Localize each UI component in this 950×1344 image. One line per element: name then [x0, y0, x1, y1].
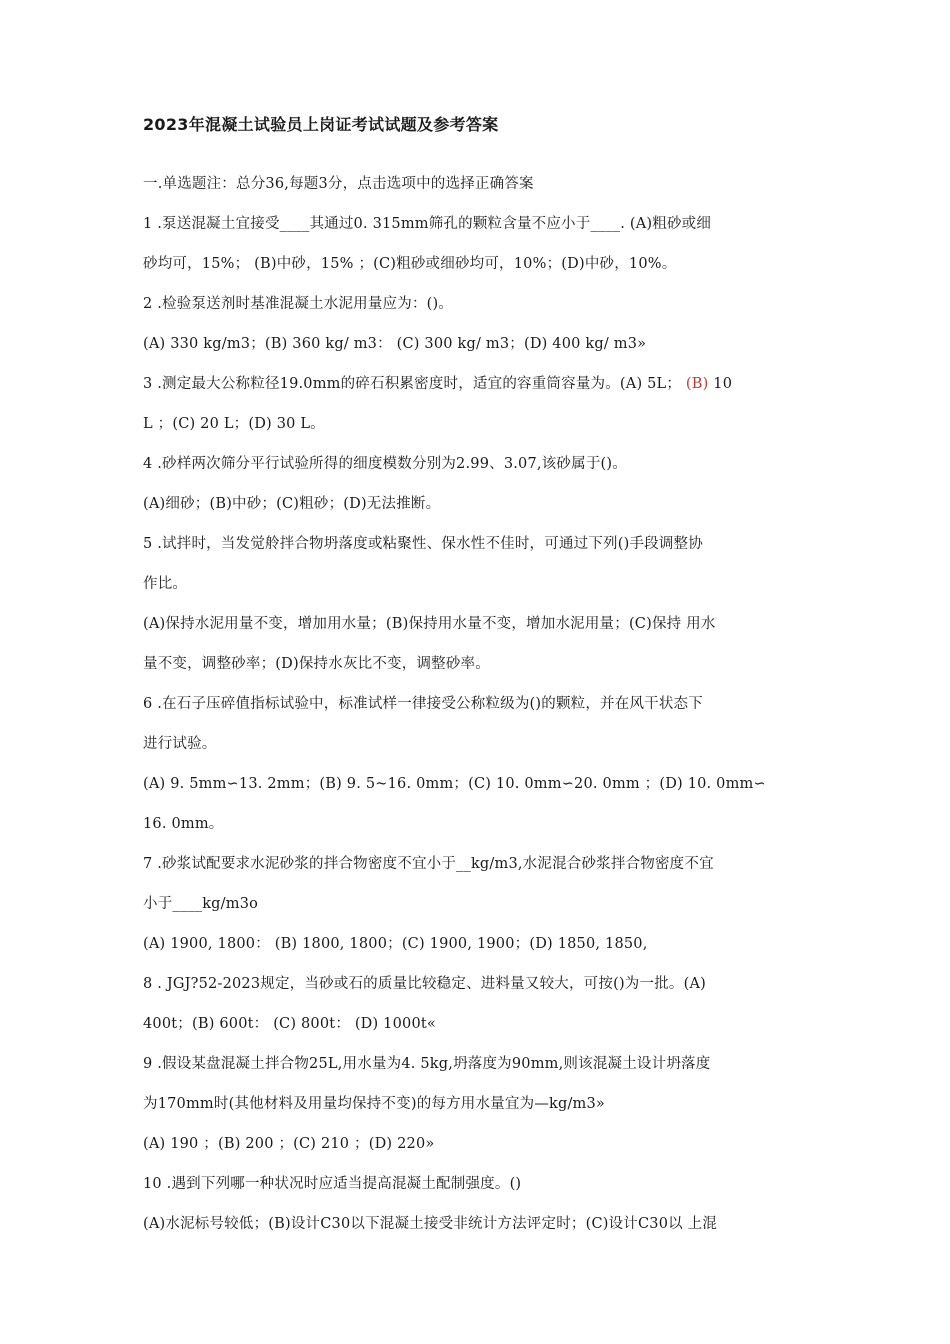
- question-8-line-2: 400t；(B) 600t： (C) 800t： (D) 1000t«: [143, 1016, 436, 1032]
- question-4-line-1: 4 .砂样两次筛分平行试验所得的细度模数分别为2.99、3.07,该砂属于()。: [143, 456, 627, 472]
- question-3-line-2: L ；(C) 20 L；(D) 30 L。: [143, 416, 325, 432]
- section-intro: 一.单选题注：总分36,每题3分，点击选项中的选择正确答案: [143, 176, 534, 192]
- question-6-options-1: (A) 9. 5mm∽13. 2mm；(B) 9. 5~16. 0mm；(C) 10. 0mm∽20. 0mm ；(D) 10. 0mm∽: [143, 776, 766, 792]
- question-9-line-1: 9 .假设某盘混凝土拌合物25L,用水量为4. 5kg,坍落度为90mm,则该混凝土设计坍落度: [143, 1056, 711, 1072]
- document-page: [143, 112, 808, 1244]
- question-9-options: (A) 190 ；(B) 200 ；(C) 210 ；(D) 220»: [143, 1136, 435, 1152]
- question-2-line-1: 2 .检验泵送剂时基准混凝土水泥用量应为：()。: [143, 296, 454, 312]
- question-6-line-1: 6 .在石子压碎值指标试验中，标准试样一律接受公称粒级为()的颗粒，并在风干状态下: [143, 696, 703, 712]
- question-5-line-1: 5 .试拌时，当发觉舲拌合物坍落度或粘聚性、保水性不佳时，可通过下列()手段调整协: [143, 536, 703, 552]
- question-1-line-1: 1 .泵送混凝土宜接受____其通过0. 315mm筛孔的颗粒含量不应小于____. (A)粗砂或细: [143, 216, 712, 232]
- question-2-options: (A) 330 kg/m3；(B) 360 kg/ m3： (C) 300 kg/ m3；(D) 400 kg/ m3»: [143, 336, 647, 352]
- question-10-line-1: 10 .遇到下列哪一种状况时应适当提高混凝土配制强度。(): [143, 1176, 522, 1192]
- question-3-option-b-value: 10: [708, 376, 733, 392]
- question-5-options-2: 量不变，调整砂率；(D)保持水灰比不变，调整砂率。: [143, 656, 490, 672]
- question-10-options: (A)水泥标号较低；(B)设计C30以下混凝土接受非统计方法评定时；(C)设计C30以 上混: [143, 1216, 718, 1232]
- question-5-options-1: (A)保持水泥用量不变，增加用水量；(B)保持用水量不变，增加水泥用量；(C)保持 用水: [143, 616, 716, 632]
- question-3-text: 3 .测定最大公称粒径19.0mm的碎石积累密度时，适宜的容重筒容量为。(A) 5L；: [143, 376, 682, 392]
- question-7-options: (A) 1900, 1800： (B) 1800, 1800；(C) 1900, 1900；(D) 1850, 1850,: [143, 936, 648, 952]
- question-9-line-2: 为170mm时(其他材料及用量均保持不变)的每方用水量宜为—kg/m3»: [143, 1096, 605, 1112]
- question-4-options: (A)细砂；(B)中砂；(C)粗砂；(D)无法推断。: [143, 496, 441, 512]
- question-3-line-1: [143, 364, 808, 404]
- question-7-line-2: 小于____kg/m3o: [143, 896, 259, 912]
- question-7-line-1: 7 .砂浆试配要求水泥砂浆的拌合物密度不宜小于__kg/m3,水泥混合砂浆拌合物密度不宜: [143, 856, 714, 872]
- question-3-option-b-highlight[interactable]: (B): [685, 376, 709, 392]
- question-8-line-1: 8 . JGJ?52-2023规定，当砂或石的质量比较稳定、进料量又较大，可按()为一批。(A): [143, 976, 706, 992]
- question-1-line-2: 砂均可，15%； (B)中砂，15% ；(C)粗砂或细砂均可，10%；(D)中砂，10%。: [143, 256, 677, 272]
- question-6-line-2: 进行试验。: [143, 736, 217, 752]
- question-6-options-2: 16. 0mm。: [143, 816, 224, 832]
- document-title: 2023年混凝土试验员上岗证考试试题及参考答案: [143, 115, 499, 134]
- question-5-line-2: 作比。: [143, 576, 188, 592]
